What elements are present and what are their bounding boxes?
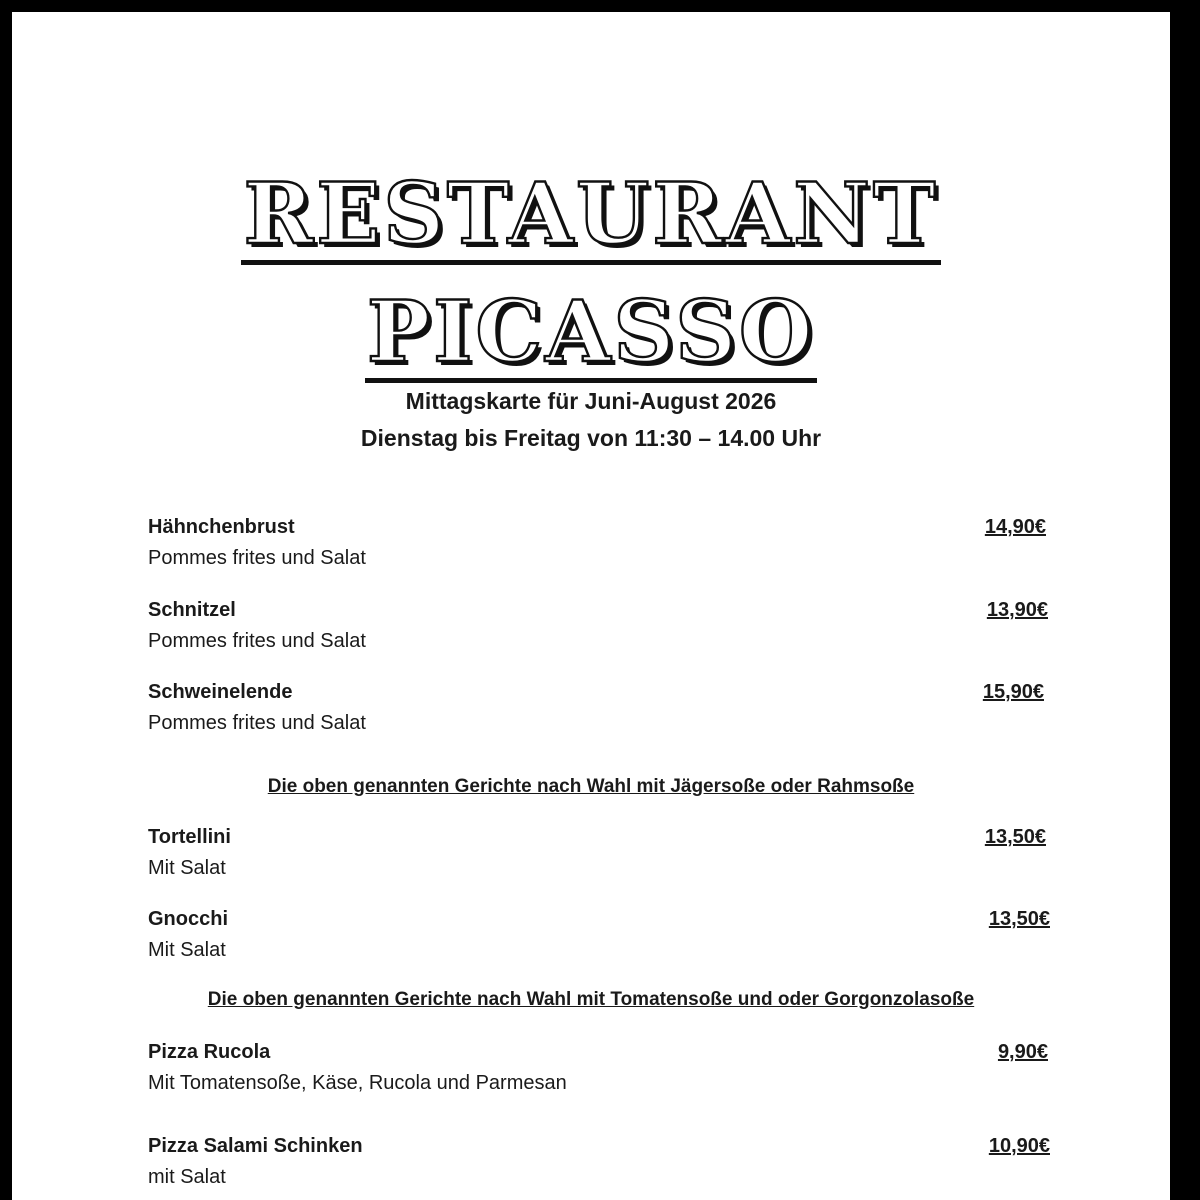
restaurant-title-line1 — [12, 164, 1170, 265]
dish-price: 13,90€ — [986, 599, 1048, 621]
restaurant-title-line2 — [12, 282, 1170, 383]
menu-item — [148, 599, 1058, 653]
opening-hours: Dienstag bis Freitag von 11:30 – 14.00 Uhr — [360, 425, 822, 451]
title-text-picasso: PICASSO — [366, 282, 816, 381]
dish-description: mit Salat — [148, 1166, 226, 1188]
sauce-note-pasta: Die oben genannten Gerichte nach Wahl mit Tomatensoße und oder Gorgonzolasoße — [207, 989, 975, 1010]
dish-name: Schnitzel — [148, 599, 236, 621]
dish-description: Mit Salat — [148, 857, 226, 879]
dish-price: 13,50€ — [988, 908, 1050, 930]
dish-description: Pommes frites und Salat — [148, 547, 366, 569]
menu-item — [148, 1135, 1058, 1189]
dish-name: Pizza Salami Schinken — [148, 1135, 363, 1157]
dish-description: Pommes frites und Salat — [148, 712, 366, 734]
dish-price: 10,90€ — [988, 1135, 1050, 1157]
menu-item — [148, 826, 1058, 880]
dish-description: Mit Salat — [148, 939, 226, 961]
dish-price: 15,90€ — [982, 681, 1044, 703]
dish-description: Mit Tomatensoße, Käse, Rucola und Parmesan — [148, 1072, 567, 1094]
dish-name: Pizza Rucola — [148, 1041, 271, 1063]
dish-name: Schweinelende — [148, 681, 293, 703]
menu-item — [148, 908, 1058, 962]
dish-description: Pommes frites und Salat — [148, 630, 366, 652]
menu-item — [148, 516, 1058, 570]
menu-page — [12, 12, 1170, 1200]
dish-price: 9,90€ — [997, 1041, 1048, 1063]
dish-price: 13,50€ — [984, 826, 1046, 848]
title-text-restaurant: RESTAURANT — [243, 164, 939, 263]
dish-price: 14,90€ — [984, 516, 1046, 538]
menu-period: Mittagskarte für Juni-August 2026 — [405, 388, 777, 414]
dish-name: Hähnchenbrust — [148, 516, 295, 538]
dish-name: Tortellini — [148, 826, 231, 848]
dish-name: Gnocchi — [148, 908, 229, 930]
menu-item — [148, 681, 1058, 735]
menu-item — [148, 1041, 1058, 1095]
sauce-note-meat: Die oben genannten Gerichte nach Wahl mit Jägersoße oder Rahmsoße — [267, 776, 915, 797]
